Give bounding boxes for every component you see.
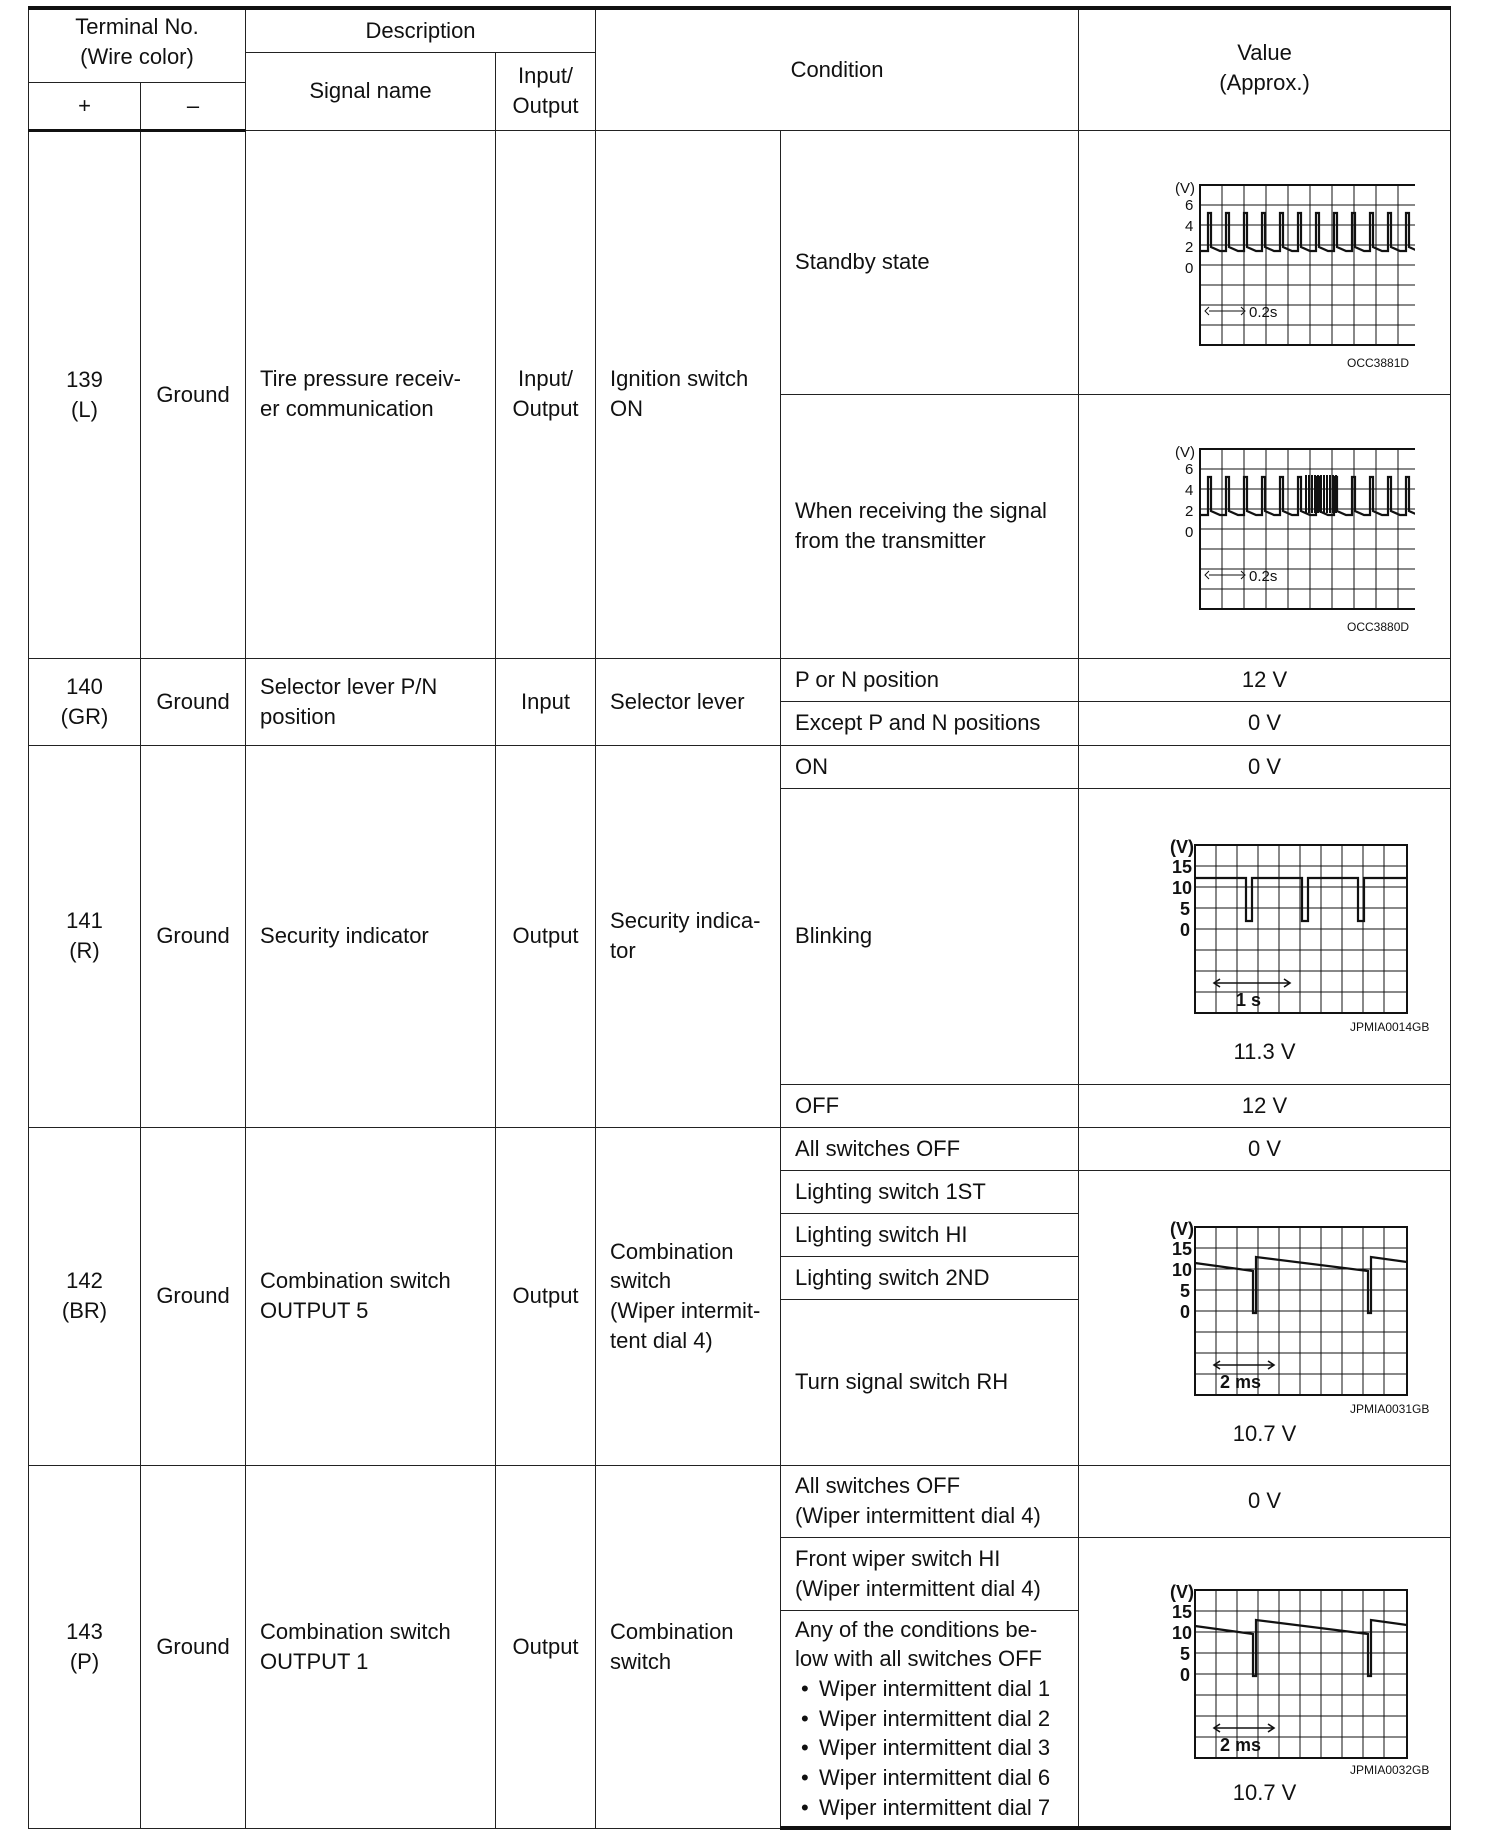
wave-code: OCC3881D xyxy=(1346,356,1409,370)
sub-143-any-conditions-text: Any of the conditions be- low with all switches OFF xyxy=(795,1616,1042,1672)
wave-tick: 0 xyxy=(1179,920,1190,941)
wave-unit: (V) xyxy=(1174,180,1195,197)
sub-141-off: OFF xyxy=(781,1084,1079,1127)
wave-unit: (V) xyxy=(1169,1218,1194,1239)
header-io: Input/ Output xyxy=(496,52,596,130)
condition-141: Security indica- tor xyxy=(596,745,781,1127)
sub-142-lighting-hi: Lighting switch HI xyxy=(781,1213,1079,1256)
wiper-dial-list xyxy=(795,1674,1074,1822)
waveform-jpmia0014gb xyxy=(1100,805,1430,1037)
wave-tick: 5 xyxy=(1179,899,1190,920)
header-terminal: Terminal No. (Wire color) xyxy=(29,8,246,82)
sub-143-any-conditions xyxy=(781,1610,1079,1828)
value-143-all-off: 0 V xyxy=(1079,1465,1451,1537)
value-141-off: 12 V xyxy=(1079,1084,1451,1127)
wave-tick: 2 xyxy=(1184,503,1193,520)
sub-140-except: Except P and N positions xyxy=(781,701,1079,745)
wave-code: JPMIA0032GB xyxy=(1349,1762,1429,1777)
wave-code: OCC3880D xyxy=(1346,620,1409,634)
wave-tick: 10 xyxy=(1171,1259,1192,1280)
value-142-wave xyxy=(1079,1170,1451,1465)
wave-tick: 4 xyxy=(1184,482,1193,499)
value-141-blinking-voltage: 11.3 V xyxy=(1233,1039,1296,1065)
wave-tick: 0 xyxy=(1184,260,1193,277)
condition-140: Selector lever xyxy=(596,658,781,745)
header-signal-name: Signal name xyxy=(246,52,496,130)
wave-tick: 5 xyxy=(1179,1643,1190,1664)
sub-142-all-off: All switches OFF xyxy=(781,1127,1079,1170)
terminal-table xyxy=(28,6,1451,1830)
terminal-142: 142 (BR) xyxy=(29,1127,141,1465)
io-141: Output xyxy=(496,745,596,1127)
value-139-receiving xyxy=(1079,394,1451,658)
wave-tick: 10 xyxy=(1171,878,1192,899)
wave-time: 2 ms xyxy=(1219,1371,1261,1392)
signal-143: Combination switch OUTPUT 1 xyxy=(246,1465,496,1828)
sub-139-receiving: When receiving the signal from the transmitter xyxy=(781,394,1079,658)
sub-140-pn: P or N position xyxy=(781,658,1079,701)
waveform-occ3881d xyxy=(1115,147,1415,377)
value-139-standby xyxy=(1079,130,1451,394)
sub-142-turn-rh: Turn signal switch RH xyxy=(781,1299,1079,1465)
sub-143-front-wiper-hi: Front wiper switch HI (Wiper intermittent dial 4) xyxy=(781,1537,1079,1610)
sub-141-on: ON xyxy=(781,745,1079,788)
signal-141: Security indicator xyxy=(246,745,496,1127)
value-140-pn: 12 V xyxy=(1079,658,1451,701)
signal-140: Selector lever P/N position xyxy=(246,658,496,745)
wave-tick: 0 xyxy=(1179,1664,1190,1685)
io-140: Input xyxy=(496,658,596,745)
wave-tick: 0 xyxy=(1184,524,1193,541)
header-value: Value (Approx.) xyxy=(1079,8,1451,130)
signal-139: Tire pressure receiv- er communication xyxy=(246,130,496,658)
ground-143: Ground xyxy=(141,1465,246,1828)
wave-tick: 0 xyxy=(1179,1301,1190,1322)
ground-139: Ground xyxy=(141,130,246,658)
wave-unit: (V) xyxy=(1174,444,1195,461)
list-item: • Wiper intermittent dial 1 xyxy=(795,1674,1074,1704)
value-140-except: 0 V xyxy=(1079,701,1451,745)
value-142-voltage: 10.7 V xyxy=(1232,1420,1297,1446)
wave-tick: 5 xyxy=(1179,1280,1190,1301)
condition-143: Combination switch xyxy=(596,1465,781,1828)
list-item: • Wiper intermittent dial 3 xyxy=(795,1733,1074,1763)
header-minus: – xyxy=(141,82,246,130)
ground-141: Ground xyxy=(141,745,246,1127)
header-description: Description xyxy=(246,8,596,52)
ground-142: Ground xyxy=(141,1127,246,1465)
terminal-143: 143 (P) xyxy=(29,1465,141,1828)
terminal-139: 139 (L) xyxy=(29,130,141,658)
ground-140: Ground xyxy=(141,658,246,745)
wave-time: 2 ms xyxy=(1219,1734,1261,1755)
io-142: Output xyxy=(496,1127,596,1465)
signal-142: Combination switch OUTPUT 5 xyxy=(246,1127,496,1465)
wave-tick: 6 xyxy=(1184,461,1193,478)
wave-tick: 4 xyxy=(1184,218,1193,235)
list-item: • Wiper intermittent dial 7 xyxy=(795,1793,1074,1823)
wave-unit: (V) xyxy=(1169,837,1194,858)
wave-tick: 15 xyxy=(1171,1238,1192,1259)
sub-142-lighting-2nd: Lighting switch 2ND xyxy=(781,1256,1079,1299)
condition-142: Combination switch (Wiper intermit- tent dial 4) xyxy=(596,1127,781,1465)
waveform-occ3880d xyxy=(1115,411,1415,641)
sub-139-standby: Standby state xyxy=(781,130,1079,394)
wave-tick: 10 xyxy=(1171,1622,1192,1643)
wave-tick: 6 xyxy=(1184,197,1193,214)
sub-142-lighting-1st: Lighting switch 1ST xyxy=(781,1170,1079,1213)
waveform-jpmia0031gb xyxy=(1100,1187,1430,1419)
wave-code: JPMIA0031GB xyxy=(1349,1401,1429,1416)
wave-time: 0.2s xyxy=(1248,304,1277,321)
wave-tick: 2 xyxy=(1184,239,1193,256)
io-143: Output xyxy=(496,1465,596,1828)
wave-unit: (V) xyxy=(1169,1581,1194,1602)
wave-code: JPMIA0014GB xyxy=(1349,1020,1429,1035)
sub-143-all-off: All switches OFF (Wiper intermittent dial 4) xyxy=(781,1465,1079,1537)
header-condition: Condition xyxy=(596,8,1079,130)
condition-139: Ignition switch ON xyxy=(596,130,781,658)
value-141-blinking xyxy=(1079,788,1451,1084)
wave-tick: 15 xyxy=(1171,1601,1192,1622)
io-139: Input/ Output xyxy=(496,130,596,658)
list-item: • Wiper intermittent dial 6 xyxy=(795,1763,1074,1793)
value-143-voltage: 10.7 V xyxy=(1232,1779,1297,1805)
terminal-141: 141 (R) xyxy=(29,745,141,1127)
terminal-140: 140 (GR) xyxy=(29,658,141,745)
value-142-all-off: 0 V xyxy=(1079,1127,1451,1170)
value-143-wave xyxy=(1079,1537,1451,1828)
header-plus: + xyxy=(29,82,141,130)
list-item: • Wiper intermittent dial 2 xyxy=(795,1704,1074,1734)
sub-141-blinking: Blinking xyxy=(781,788,1079,1084)
value-141-on: 0 V xyxy=(1079,745,1451,788)
waveform-jpmia0032gb xyxy=(1100,1556,1430,1778)
wave-tick: 15 xyxy=(1171,857,1192,878)
wave-time: 0.2s xyxy=(1248,568,1277,585)
wave-time: 1 s xyxy=(1235,990,1261,1011)
